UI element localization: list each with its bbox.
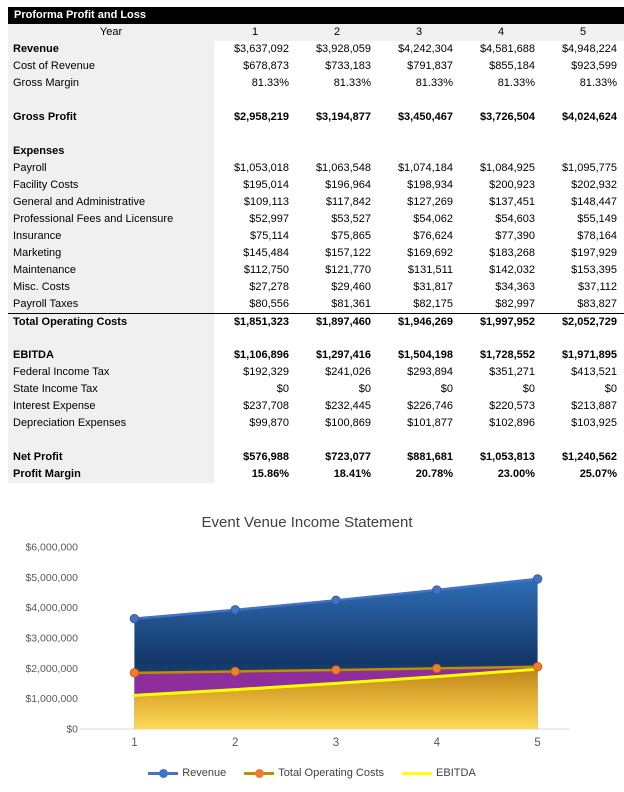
y-axis-label: $5,000,000 [25, 571, 78, 584]
cell-value [296, 330, 378, 347]
cell-value: $100,869 [325, 417, 371, 429]
cell-value: $198,934 [407, 179, 453, 191]
cell-value: $81,361 [331, 298, 371, 310]
report-table-body [8, 41, 624, 483]
cell-value: $78,164 [577, 230, 617, 242]
cell-value: $2,958,219 [233, 111, 289, 123]
table-title-bar [8, 7, 624, 24]
cell-value [542, 330, 624, 347]
cell-value: $1,997,952 [479, 316, 535, 328]
row-label: Insurance [13, 230, 62, 242]
cell-value [296, 143, 378, 160]
cell-value: $1,971,895 [561, 349, 617, 361]
year-header-row [8, 24, 624, 41]
cell-value: $29,460 [331, 281, 371, 293]
table-row [8, 330, 624, 347]
year-column-1: 1 [251, 26, 259, 38]
total-operating-costs-marker [231, 667, 240, 676]
cell-value [542, 432, 624, 449]
cell-value: $37,112 [578, 281, 617, 293]
cell-value [542, 92, 624, 109]
cell-value: $117,842 [325, 196, 371, 208]
cell-value: $733,183 [325, 60, 371, 72]
row-label [8, 432, 214, 449]
row-label: Federal Income Tax [13, 366, 110, 378]
table-row [8, 58, 624, 75]
cell-value: $1,946,269 [397, 316, 453, 328]
cell-value: $0 [522, 383, 535, 395]
table-row [8, 228, 624, 245]
row-label: State Income Tax [13, 383, 98, 395]
table-row [8, 364, 624, 381]
cell-value [378, 92, 460, 109]
cell-value: $142,032 [489, 264, 535, 276]
cell-value: $232,445 [325, 400, 371, 412]
legend-item-total-operating-costs [244, 767, 384, 779]
cell-value [378, 143, 460, 160]
y-axis-label: $6,000,000 [25, 541, 78, 554]
table-row [8, 262, 624, 279]
cell-value: $75,865 [331, 230, 371, 242]
cell-value: $131,511 [407, 264, 453, 276]
table-row [8, 160, 624, 177]
total-operating-costs-marker [332, 666, 341, 675]
cell-value: $1,297,416 [315, 349, 371, 361]
cell-value: $200,923 [489, 179, 535, 191]
cell-value [378, 432, 460, 449]
y-axis-label: $1,000,000 [25, 693, 78, 706]
y-axis-label: $0 [66, 723, 78, 736]
row-label: Revenue [13, 43, 59, 55]
cell-value [542, 126, 624, 143]
year-column-4: 4 [497, 26, 505, 38]
year-column-3: 3 [415, 26, 423, 38]
cell-value: 15.86% [251, 468, 289, 480]
table-row [8, 41, 624, 58]
income-chart [0, 505, 624, 760]
table-row [8, 75, 624, 92]
row-label: Facility Costs [13, 179, 79, 191]
table-row [8, 109, 624, 126]
legend-item-ebitda [402, 767, 476, 779]
row-label: Payroll [13, 162, 47, 174]
table-row [8, 245, 624, 262]
cell-value: $293,894 [407, 366, 453, 378]
cell-value: 81.33% [333, 77, 371, 89]
cell-value: $923,599 [571, 60, 617, 72]
cell-value: $103,925 [571, 417, 617, 429]
row-label: EBITDA [13, 349, 54, 361]
cell-value: $791,837 [407, 60, 453, 72]
row-label: Maintenance [13, 264, 76, 276]
chart-title: Event Venue Income Statement [201, 514, 413, 531]
total-operating-costs-marker [533, 662, 542, 671]
cell-value: $127,269 [407, 196, 453, 208]
table-row [8, 313, 624, 330]
cell-value: $121,770 [325, 264, 371, 276]
table-row [8, 398, 624, 415]
cell-value: $1,063,548 [315, 162, 371, 174]
cell-value [542, 143, 624, 160]
cell-value: $3,726,504 [479, 111, 535, 123]
cell-value: $34,363 [495, 281, 535, 293]
row-label: Profit Margin [13, 468, 81, 480]
cell-value [296, 92, 378, 109]
cell-value: $1,053,018 [233, 162, 289, 174]
cell-value: $4,948,224 [561, 43, 617, 55]
cell-value: $881,681 [407, 451, 453, 463]
row-label [8, 126, 214, 143]
cell-value [296, 126, 378, 143]
cell-value: $53,527 [331, 213, 371, 225]
chart-legend [0, 763, 624, 783]
cell-value: $0 [440, 383, 453, 395]
cell-value: $1,897,460 [315, 316, 371, 328]
cell-value [296, 432, 378, 449]
cell-value: $83,827 [577, 298, 617, 310]
cell-value: 20.78% [415, 468, 453, 480]
x-axis-label: 4 [433, 737, 441, 749]
cell-value: $102,896 [489, 417, 535, 429]
cell-value: 81.33% [579, 77, 617, 89]
y-axis-label: $3,000,000 [25, 632, 78, 645]
table-title: Proforma Profit and Loss [14, 9, 147, 21]
cell-value: $723,077 [325, 451, 371, 463]
table-row [8, 177, 624, 194]
row-label: Payroll Taxes [13, 298, 79, 310]
table-row [8, 211, 624, 228]
revenue-marker [231, 606, 240, 615]
table-row [8, 347, 624, 364]
cell-value: $137,451 [489, 196, 535, 208]
cell-value: $109,113 [243, 196, 289, 208]
table-row [8, 449, 624, 466]
row-label: Gross Margin [13, 77, 80, 89]
cell-value: $76,624 [413, 230, 453, 242]
cell-value: $55,149 [577, 213, 617, 225]
cell-value: 18.41% [333, 468, 371, 480]
legend-item-revenue [148, 767, 226, 779]
legend-line-icon [148, 769, 178, 778]
legend-label: Total Operating Costs [278, 767, 385, 779]
cell-value: $2,052,729 [561, 316, 617, 328]
cell-value [214, 432, 296, 449]
table-row [8, 296, 624, 313]
table-row [8, 92, 624, 109]
cell-value: $576,988 [243, 451, 289, 463]
cell-value: 25.07% [579, 468, 617, 480]
row-label: Cost of Revenue [13, 60, 95, 72]
table-row [8, 466, 624, 483]
cell-value: $157,122 [325, 247, 371, 259]
cell-value: $1,084,925 [479, 162, 535, 174]
cell-value: 81.33% [251, 77, 289, 89]
revenue-marker [533, 575, 542, 584]
legend-label: Revenue [182, 767, 227, 779]
row-label [8, 92, 214, 109]
cell-value: $31,817 [413, 281, 453, 293]
y-axis-label: $4,000,000 [25, 602, 78, 615]
year-column-5: 5 [579, 26, 587, 38]
row-label: General and Administrative [13, 196, 146, 208]
table-row [8, 381, 624, 398]
cell-value [460, 330, 542, 347]
revenue-marker [433, 586, 442, 595]
revenue-marker [130, 614, 139, 623]
cell-value: $196,964 [325, 179, 371, 191]
row-label: Interest Expense [13, 400, 96, 412]
legend-line-icon [402, 769, 432, 778]
cell-value: $77,390 [495, 230, 535, 242]
cell-value: $197,929 [571, 247, 617, 259]
cell-value: $1,240,562 [561, 451, 617, 463]
table-row [8, 126, 624, 143]
cell-value: $52,997 [249, 213, 289, 225]
cell-value: $169,692 [407, 247, 453, 259]
cell-value: $226,746 [407, 400, 453, 412]
cell-value: $3,450,467 [397, 111, 453, 123]
cell-value: $3,637,092 [233, 43, 289, 55]
cell-value: $4,581,688 [479, 43, 535, 55]
revenue-marker [332, 596, 341, 605]
year-header-label: Year [99, 26, 123, 38]
cell-value: $4,242,304 [397, 43, 453, 55]
row-label: Net Profit [13, 451, 63, 463]
cell-value: $1,728,552 [479, 349, 535, 361]
cell-value: $3,194,877 [315, 111, 371, 123]
cell-value [460, 92, 542, 109]
cell-value: $145,484 [243, 247, 289, 259]
cell-value: $241,026 [325, 366, 371, 378]
cell-value: $101,877 [407, 417, 453, 429]
row-label: Gross Profit [13, 111, 77, 123]
cell-value: $1,851,323 [233, 316, 289, 328]
cell-value: $112,750 [243, 264, 289, 276]
cell-value: $413,521 [571, 366, 617, 378]
table-row [8, 415, 624, 432]
cell-value [460, 143, 542, 160]
cell-value: 23.00% [497, 468, 535, 480]
cell-value: $54,603 [495, 213, 535, 225]
cell-value: $148,447 [571, 196, 617, 208]
cell-value: $0 [276, 383, 289, 395]
total-operating-costs-marker [433, 664, 442, 673]
row-label: Misc. Costs [13, 281, 70, 293]
table-row [8, 432, 624, 449]
cell-value: 81.33% [497, 77, 535, 89]
cell-value: $220,573 [489, 400, 535, 412]
x-axis-label: 3 [332, 737, 340, 749]
cell-value [214, 330, 296, 347]
year-column-2: 2 [333, 26, 341, 38]
cell-value: $678,873 [243, 60, 289, 72]
cell-value: $82,997 [495, 298, 535, 310]
cell-value: $0 [604, 383, 617, 395]
cell-value: $195,014 [243, 179, 289, 191]
cell-value: 81.33% [415, 77, 453, 89]
cell-value: $75,114 [250, 230, 289, 242]
row-label: Expenses [13, 145, 65, 157]
cell-value: $99,870 [249, 417, 289, 429]
cell-value: $1,053,813 [479, 451, 535, 463]
table-row [8, 194, 624, 211]
cell-value [214, 143, 296, 160]
cell-value: $27,278 [249, 281, 289, 293]
cell-value: $237,708 [243, 400, 289, 412]
cell-value [460, 432, 542, 449]
cell-value: $1,074,184 [397, 162, 453, 174]
cell-value: $1,106,896 [233, 349, 289, 361]
cell-value: $351,271 [489, 366, 535, 378]
table-row [8, 279, 624, 296]
cell-value [460, 126, 542, 143]
cell-value: $153,395 [571, 264, 617, 276]
cell-value [214, 126, 296, 143]
row-label: Depreciation Expenses [13, 417, 127, 429]
cell-value: $4,024,624 [561, 111, 617, 123]
cell-value: $855,184 [489, 60, 535, 72]
cell-value: $82,175 [413, 298, 453, 310]
cell-value: $1,095,775 [561, 162, 617, 174]
x-axis-label: 5 [534, 737, 541, 749]
table-row [8, 143, 624, 160]
cell-value: $192,329 [243, 366, 289, 378]
cell-value: $1,504,198 [397, 349, 453, 361]
cell-value [378, 330, 460, 347]
row-label: Professional Fees and Licensure [13, 213, 174, 225]
cell-value: $3,928,059 [315, 43, 371, 55]
row-label: Total Operating Costs [13, 316, 128, 328]
row-label: Marketing [13, 247, 62, 259]
legend-line-icon [244, 769, 274, 778]
cell-value: $202,932 [571, 179, 617, 191]
total-operating-costs-marker [130, 669, 139, 678]
row-label [8, 330, 214, 347]
cell-value [214, 92, 296, 109]
cell-value: $213,887 [571, 400, 617, 412]
x-axis-label: 1 [131, 737, 138, 749]
cell-value: $0 [358, 383, 371, 395]
x-axis-label: 2 [231, 737, 239, 749]
legend-label: EBITDA [436, 767, 476, 779]
cell-value [378, 126, 460, 143]
cell-value: $80,556 [249, 298, 289, 310]
y-axis-label: $2,000,000 [25, 662, 78, 675]
cell-value: $183,268 [489, 247, 535, 259]
cell-value: $54,062 [413, 213, 453, 225]
